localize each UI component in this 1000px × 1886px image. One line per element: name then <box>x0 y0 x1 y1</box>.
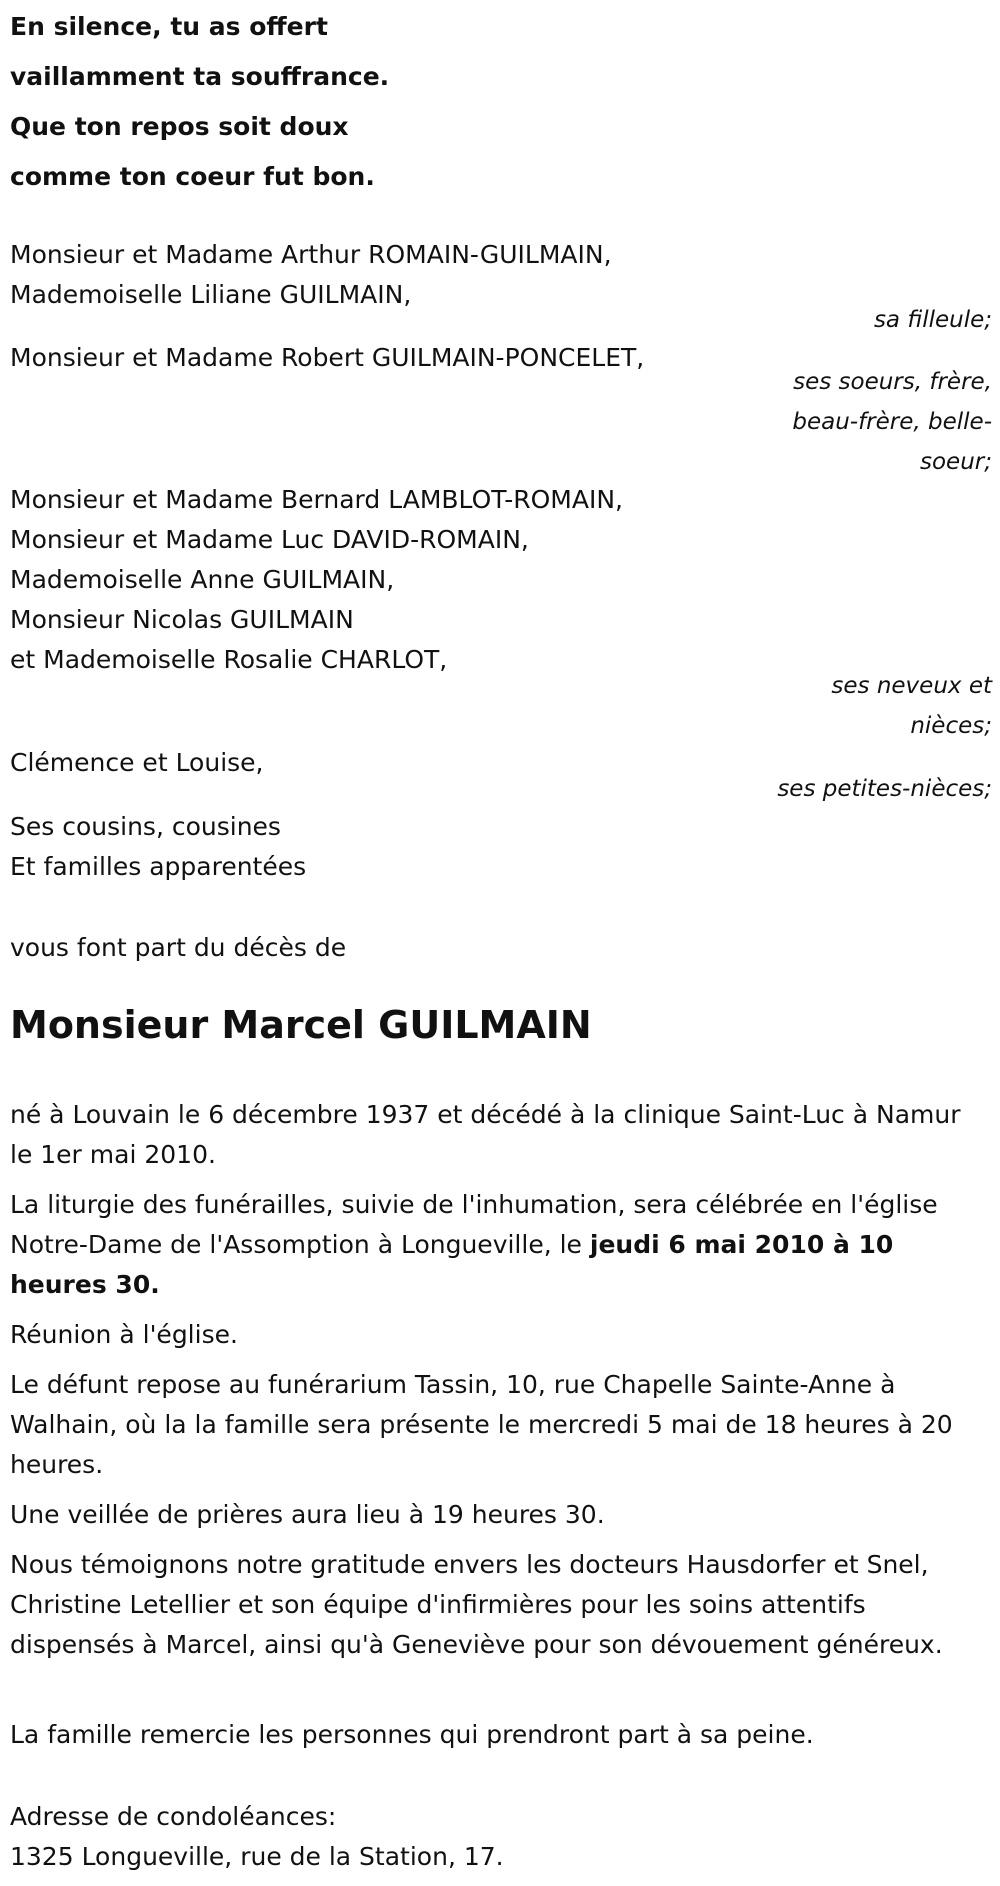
family-relation: ses neveux et <box>831 673 992 699</box>
family-relation: beau-frère, belle- <box>792 409 992 435</box>
family-name: Monsieur et Madame Arthur ROMAIN-GUILMAIN, <box>10 240 612 269</box>
thanks-text: La famille remercie les personnes qui prendront part à sa peine. <box>10 1720 814 1749</box>
poem-line: comme ton coeur fut bon. <box>10 162 375 191</box>
liturgy-date: jeudi 6 mai 2010 à 10 heures 30. <box>10 1230 894 1299</box>
condolence-address: 1325 Longueville, rue de la Station, 17. <box>10 1842 504 1871</box>
announcement-text: vous font part du décès de <box>10 933 347 962</box>
family-relation: soeur; <box>920 449 992 475</box>
poem-line: En silence, tu as offert <box>10 12 328 41</box>
family-name: Monsieur et Madame Luc DAVID-ROMAIN, <box>10 525 529 554</box>
liturgy-text-main: La liturgie des funérailles, suivie de l'inhumation, sera célébrée en l'église Notre-Dame de l'Assomption à Longueville, le <box>10 1190 938 1259</box>
reunion-text: Réunion à l'église. <box>10 1320 238 1349</box>
family-name: Ses cousins, cousines <box>10 812 281 841</box>
condolence-address-label: Adresse de condoléances: <box>10 1802 337 1831</box>
family-name: et Mademoiselle Rosalie CHARLOT, <box>10 645 448 674</box>
veillee-text: Une veillée de prières aura lieu à 19 heures 30. <box>10 1500 605 1529</box>
family-relation: nièces; <box>910 713 992 739</box>
birth-death-text: né à Louvain le 6 décembre 1937 et décédé à la clinique Saint-Luc à Namur le 1er mai 2010. <box>10 1100 961 1169</box>
family-name: Clémence et Louise, <box>10 748 264 777</box>
poem-line: vaillamment ta souffrance. <box>10 62 390 91</box>
family-name: Mademoiselle Anne GUILMAIN, <box>10 565 395 594</box>
family-relation: ses soeurs, frère, <box>793 369 992 395</box>
family-relation: sa filleule; <box>873 307 992 333</box>
poem-line: Que ton repos soit doux <box>10 112 349 141</box>
family-name: Mademoiselle Liliane GUILMAIN, <box>10 280 412 309</box>
liturgy-text <box>10 1185 985 1305</box>
family-relation: ses petites-nièces; <box>777 776 992 802</box>
deceased-name: Monsieur Marcel GUILMAIN <box>10 1003 592 1047</box>
family-name: Monsieur et Madame Robert GUILMAIN-PONCELET, <box>10 343 645 372</box>
funerarium-text: Le défunt repose au funérarium Tassin, 10, rue Chapelle Sainte-Anne à Walhain, où la la famille sera présente le mercredi 5 mai de 18 heures à 20 heures. <box>10 1370 953 1479</box>
family-name: Monsieur et Madame Bernard LAMBLOT-ROMAIN, <box>10 485 623 514</box>
gratitude-text: Nous témoignons notre gratitude envers les docteurs Hausdorfer et Snel, Christine Letellier et son équipe d'infirmières pour les soins attentifs dispensés à Marcel, ainsi qu'à Geneviève pour son dévouement généreux. <box>10 1550 943 1659</box>
family-name: Et familles apparentées <box>10 852 307 881</box>
family-name: Monsieur Nicolas GUILMAIN <box>10 605 354 634</box>
